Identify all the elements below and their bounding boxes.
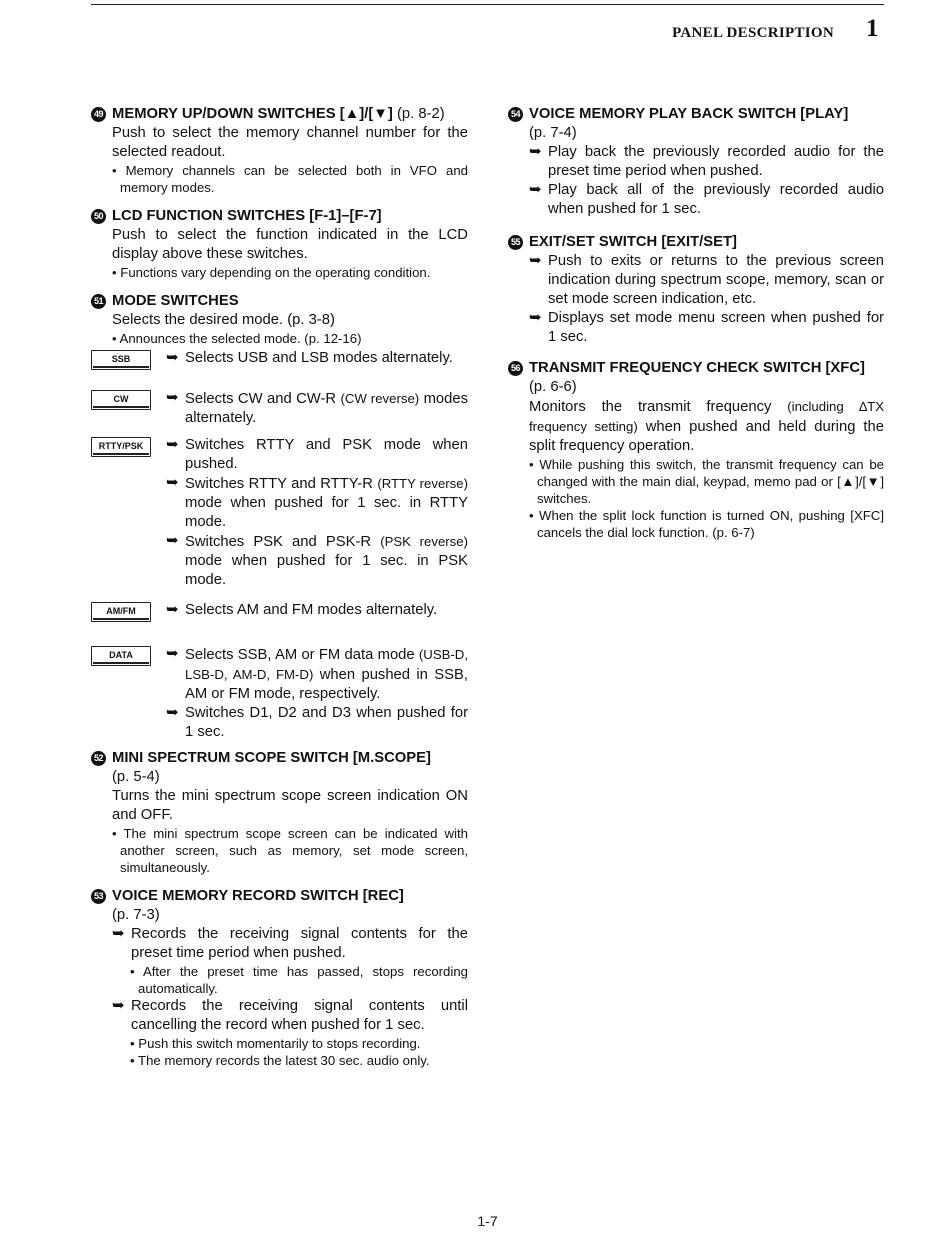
- page-reference: (p. 7-3): [112, 907, 160, 923]
- section-title: TRANSMIT FREQUENCY CHECK SWITCH [XFC]: [529, 360, 865, 376]
- section-body: Turns the mini spectrum scope screen indication ON and OFF.: [112, 788, 468, 823]
- item-text-small: (RTTY reverse): [377, 476, 468, 491]
- data-key-icon: DATA: [91, 646, 151, 666]
- item-text-tail: when pushed in SSB, AM or FM mode, respectively.: [185, 667, 468, 702]
- item-text: Switches D1, D2 and D3 when pushed for 1 sec.: [185, 705, 468, 740]
- section-body: Push to select the memory channel number for the selected readout.: [112, 125, 468, 160]
- arrow-icon: ➥: [166, 475, 179, 491]
- arrow-icon: ➥: [166, 350, 179, 366]
- section-title: VOICE MEMORY PLAY BACK SWITCH [PLAY]: [529, 106, 849, 122]
- section-49: [91, 105, 468, 196]
- section-number-badge: 49: [91, 107, 106, 122]
- arrow-item: [91, 997, 468, 1035]
- arrow-icon: ➥: [112, 998, 125, 1014]
- section-heading: [91, 207, 468, 226]
- arrow-icon: ➥: [166, 705, 179, 721]
- section-number-badge: 56: [508, 361, 523, 376]
- ssb-key-icon: SSB: [91, 350, 151, 370]
- section-note: • Push this switch momentarily to stops recording.: [130, 1036, 421, 1051]
- section-heading: [91, 292, 468, 311]
- section-title: MINI SPECTRUM SCOPE SWITCH [M.SCOPE]: [112, 750, 431, 766]
- arrow-icon: ➥: [529, 144, 542, 160]
- arrow-item: [91, 474, 468, 532]
- item-text: Play back the previously recorded audio for the preset time period when pushed.: [548, 144, 884, 179]
- item-text: Records the receiving signal contents until cancelling the record when pushed for 1 sec.: [131, 998, 468, 1033]
- header-rule: [91, 4, 884, 5]
- section-title: EXIT/SET SWITCH [EXIT/SET]: [529, 234, 737, 250]
- cw-key-icon: CW: [91, 390, 151, 410]
- section-title: VOICE MEMORY RECORD SWITCH [REC]: [112, 888, 404, 904]
- section-55: [508, 233, 884, 347]
- section-number-badge: 54: [508, 107, 523, 122]
- section-heading: [91, 749, 468, 768]
- section-note: • After the preset time has passed, stops recording automatically.: [130, 964, 468, 996]
- section-number-badge: 52: [91, 751, 106, 766]
- chapter-number: 1: [866, 15, 879, 42]
- arrow-icon: ➥: [112, 926, 125, 942]
- item-text: Selects USB and LSB modes alternately.: [185, 350, 453, 366]
- arrow-item: [91, 704, 468, 742]
- section-number-badge: 55: [508, 235, 523, 250]
- section-note: • When the split lock function is turned ON, pushing [XFC] cancels the dial lock function. (p. 6-7): [529, 508, 884, 540]
- arrow-icon: ➥: [529, 253, 542, 269]
- am-fm-key-icon: AM/FM: [91, 602, 151, 622]
- item-text-small: (USB-D, LSB-D, AM-D, FM-D): [185, 647, 468, 682]
- section-heading: [91, 105, 468, 124]
- item-text: Records the receiving signal contents for the preset time period when pushed.: [131, 926, 468, 961]
- arrow-icon: ➥: [529, 310, 542, 326]
- section-body: Push to select the function indicated in the LCD display above these switches.: [112, 227, 468, 262]
- page-reference: (p. 5-4): [112, 769, 160, 785]
- item-text-tail: mode when pushed for 1 sec. in PSK mode.: [185, 553, 468, 588]
- right-column: [508, 105, 884, 552]
- arrow-icon: ➥: [166, 646, 179, 662]
- section-title: MODE SWITCHES: [112, 293, 239, 309]
- section-54: [508, 105, 884, 219]
- item-text-tail: mode when pushed for 1 sec. in RTTY mode.: [185, 495, 468, 530]
- arrow-item: [91, 436, 468, 474]
- section-heading: [508, 233, 884, 252]
- section-number-badge: 53: [91, 889, 106, 904]
- body-text-tail: when pushed and held during the split frequency operation.: [529, 419, 884, 454]
- section-52: [91, 749, 468, 876]
- section-note: • The mini spectrum scope screen can be indicated with another screen, such as memory, set mode screen, simultaneously.: [112, 826, 468, 875]
- page-reference: (p. 6-6): [529, 379, 577, 395]
- section-note: • The memory records the latest 30 sec. audio only.: [130, 1053, 430, 1068]
- section-note: • Functions vary depending on the operating condition.: [112, 265, 431, 280]
- section-note: • Memory channels can be selected both in VFO and memory modes.: [112, 163, 468, 195]
- page-header-title: PANEL DESCRIPTION: [672, 25, 834, 41]
- item-text: Switches RTTY and PSK mode when pushed.: [185, 437, 468, 472]
- section-note: • While pushing this switch, the transmit frequency can be changed with the main dial, keypad, memo pad or [▲]/[▼] switches.: [529, 457, 884, 506]
- section-title: LCD FUNCTION SWITCHES [F-1]–[F-7]: [112, 208, 382, 224]
- arrow-item: [508, 252, 884, 309]
- section-heading: [508, 105, 884, 124]
- page-number: 1-7: [477, 1213, 498, 1229]
- section-heading: [508, 359, 884, 378]
- section-body: Selects the desired mode. (p. 3-8): [112, 312, 335, 328]
- item-text: Selects AM and FM modes alternately.: [185, 602, 438, 618]
- section-number-badge: 50: [91, 209, 106, 224]
- item-text-tail: modes alternately.: [185, 391, 468, 426]
- item-text: Switches PSK and PSK-R: [185, 534, 381, 550]
- mode-row-data: [91, 645, 468, 742]
- section-body: [508, 397, 884, 456]
- section-56: [508, 359, 884, 541]
- item-text: Play back all of the previously recorded audio when pushed for 1 sec.: [548, 182, 884, 217]
- page-reference: (p. 7-4): [529, 125, 577, 141]
- section-51: [91, 292, 468, 742]
- section-title: MEMORY UP/DOWN SWITCHES [▲]/[▼]: [112, 106, 393, 122]
- arrow-item: [508, 309, 884, 347]
- left-column: [91, 105, 468, 1080]
- arrow-item: [91, 925, 468, 963]
- section-53: [91, 887, 468, 1069]
- arrow-item: [91, 601, 468, 620]
- item-text: Displays set mode menu screen when pushed for 1 sec.: [548, 310, 884, 345]
- mode-row-am-fm: [91, 601, 468, 625]
- body-text-small: (including ∆TX frequency setting): [529, 399, 885, 434]
- item-text-small: (CW reverse): [340, 391, 420, 406]
- arrow-icon: ➥: [166, 602, 179, 618]
- mode-row-cw: [91, 389, 468, 428]
- arrow-item: [508, 181, 884, 219]
- section-50: [91, 207, 468, 281]
- arrow-item: [508, 143, 884, 181]
- arrow-item: [91, 389, 468, 428]
- mode-row-rtty-psk: [91, 436, 468, 590]
- arrow-item: [91, 532, 468, 590]
- arrow-item: [91, 349, 468, 368]
- section-note: • Announces the selected mode. (p. 12-16): [112, 331, 362, 346]
- page-reference: (p. 8-2): [396, 106, 445, 122]
- rtty-psk-key-icon: RTTY/PSK: [91, 437, 151, 457]
- arrow-icon: ➥: [166, 437, 179, 453]
- body-text: Monitors the transmit frequency: [529, 399, 788, 415]
- arrow-icon: ➥: [529, 182, 542, 198]
- arrow-item: [91, 645, 468, 704]
- item-text: Push to exits or returns to the previous screen indication during spectrum scope, memory, scan or set mode screen indication, etc.: [548, 253, 884, 307]
- section-number-badge: 51: [91, 294, 106, 309]
- arrow-icon: ➥: [166, 390, 179, 406]
- item-text: Switches RTTY and RTTY-R: [185, 476, 378, 492]
- mode-row-ssb: [91, 349, 468, 373]
- item-text: Selects SSB, AM or FM data mode: [185, 647, 419, 663]
- section-heading: [91, 887, 468, 906]
- arrow-icon: ➥: [166, 533, 179, 549]
- item-text-small: (PSK reverse): [380, 534, 468, 549]
- item-text: Selects CW and CW-R: [185, 391, 341, 407]
